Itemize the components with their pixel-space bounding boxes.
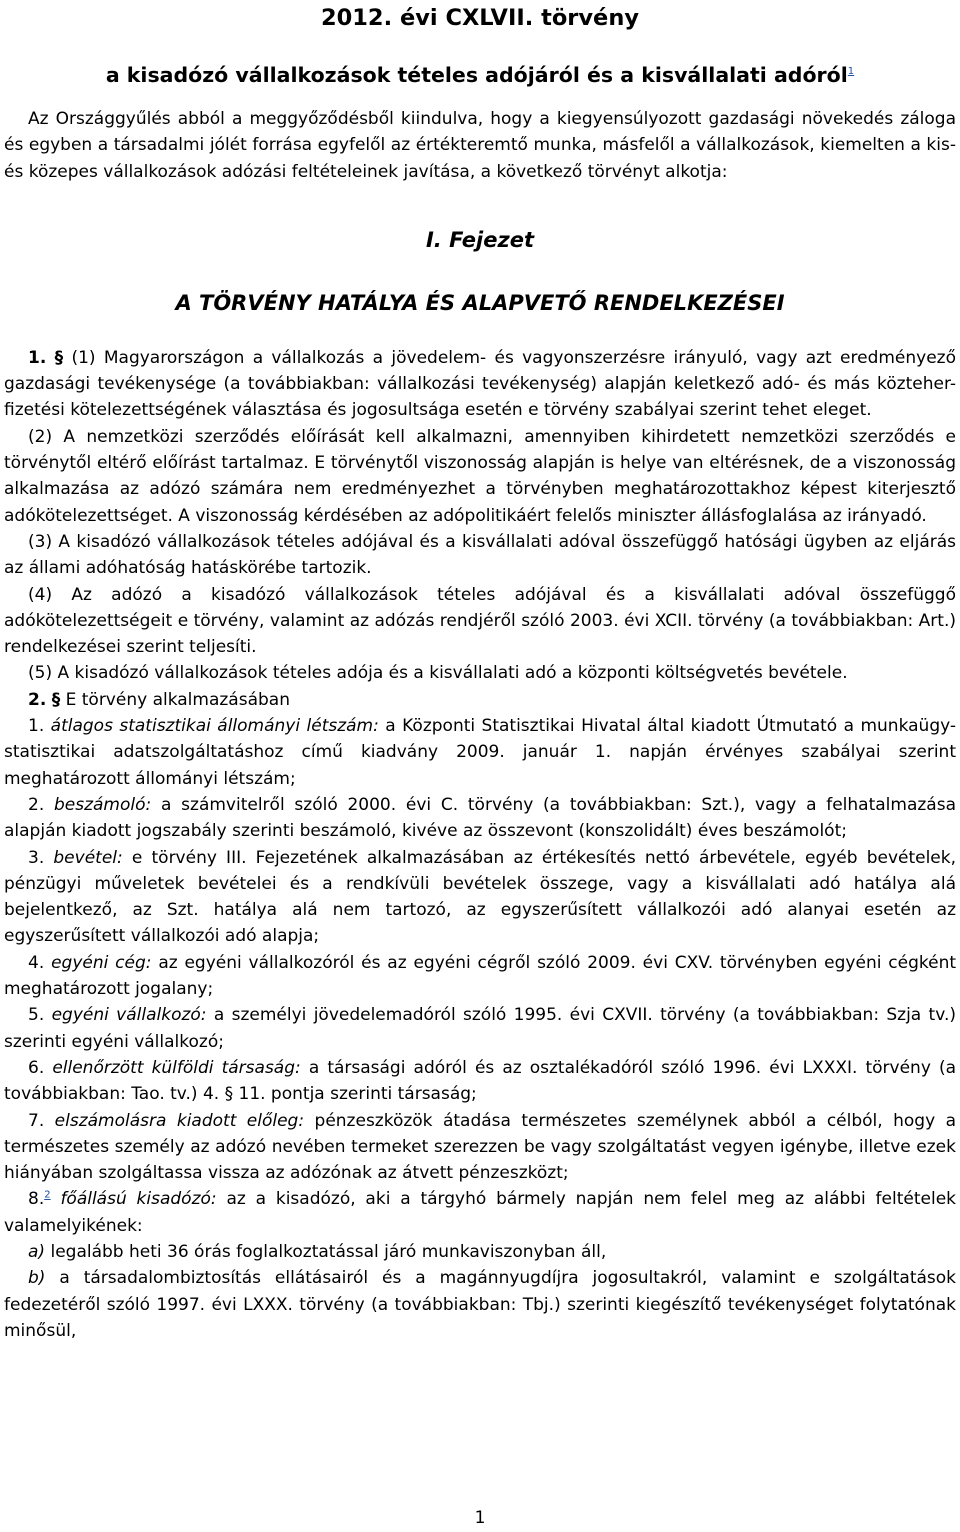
section-1-paragraph-2: (2) A nemzetközi szerződés előírását kell alkalmazni, amennyiben kihirdetett nemzetközi szerződés e törvénytől eltérő előírást tartalmaz. E törvénytől viszonosság alapján is helye van eltérésnek, de a viszonosság alkalmazása az adózó számára nem eredményezhet a törvényben meghatározottakhoz képest kiterjesztő adókötelezettséget. A viszonosság kérdésében az adópolitikáért felelős miniszter állásfoglalása az irányadó. bbox=[4, 426, 956, 526]
chapter-number: I. Fejezet bbox=[425, 227, 534, 252]
item-number: 4. bbox=[28, 952, 45, 973]
definition-text: a Központi Statisztikai Hivatal által kiadott Útmutató a munkaügy-statisztikai adatszolgáltatáshoz című kiadvány 2009. január 1. napján érvényes szabályai szerint meghatározott állományi létszám; bbox=[4, 716, 956, 789]
definition-text: a társasági adóról és az osztalékadóról szóló 1996. évi LXXXI. törvény (a továbbiakban: Tao. tv.) 4. § 11. pontja szerinti társaság; bbox=[4, 1057, 957, 1105]
footnote-link-1[interactable]: 1 bbox=[847, 66, 855, 78]
definition-item bbox=[4, 1055, 956, 1108]
definition-item bbox=[4, 713, 956, 792]
section-2-intro bbox=[4, 687, 956, 713]
sub-item bbox=[4, 1265, 956, 1344]
section-1-paragraph-1 bbox=[4, 345, 956, 424]
sub-item-letter: b) bbox=[28, 1268, 46, 1289]
defined-term: egyéni vállalkozó: bbox=[51, 1005, 207, 1026]
sub-item bbox=[4, 1239, 956, 1265]
item-number: 2. bbox=[28, 794, 45, 815]
section-1-paragraph-3: (3) A kisadózó vállalkozások tételes adójával és a kisvállalati adóval összefüggő hatósági ügyben az eljárás az állami adóhatóság hatáskörébe tartozik. bbox=[4, 531, 956, 579]
defined-term: elszámolásra kiadott előleg: bbox=[54, 1110, 305, 1131]
defined-term: egyéni cég: bbox=[51, 952, 152, 973]
footnote-link-2[interactable]: 2 bbox=[44, 1189, 51, 1201]
law-subtitle bbox=[4, 60, 956, 90]
definition-text: az a kisadózó, aki a tárgyhó bármely napján nem felel meg az alábbi feltételek valamelyikének: bbox=[4, 1189, 956, 1236]
item-number: 1. bbox=[28, 716, 45, 737]
defined-term: átlagos statisztikai állományi létszám: bbox=[50, 716, 379, 737]
definition-text: e törvény III. Fejezetének alkalmazásában az értékesítés nettó árbevétele, egyéb bevételek, pénzügyi műveletek bevételei és a rendkívüli bevételek összege, vagy a kisvállalati adó hatálya alá bejelentkező, az Szt. hatálya alá nem tartozó, az egyszerűsített vállalkozói adó alanyai esetén az egyszerűsített vállalkozói adó alapja; bbox=[4, 847, 957, 947]
section-1-p1-text: (1) Magyarországon a vállalkozás a jövedelem- és vagyonszerzésre irányuló, vagy azt eredményező gazdasági tevékenysége (a továbbiakban: vállalkozási tevékenység) alapján keletkező adó- és más közteher-fizetési kötelezettségének választása és jogosultsága esetén e törvény szabályai szerint tehet eleget. bbox=[4, 347, 957, 421]
section-sign: § bbox=[51, 689, 61, 710]
section-2-label: 2. bbox=[28, 689, 47, 710]
item-number: 7. bbox=[28, 1110, 45, 1131]
definition-item bbox=[4, 1002, 956, 1055]
sub-item-letter: a) bbox=[28, 1241, 46, 1262]
law-title: 2012. évi CXLVII. törvény bbox=[320, 5, 640, 31]
preamble: Az Országgyűlés abból a meggyőződésből kiindulva, hogy a kiegyensúlyozott gazdasági növekedés záloga és egyben a társadalmi jólét forrása egyfelől az értékteremtő munka, másfelől a vállalkozások, kiemelten a kis- és közepes vállalkozások adózási feltételeinek javítása, a következő törvényt alkotja: bbox=[4, 109, 956, 182]
definition-text: a számvitelről szóló 2000. évi C. törvény (a továbbiakban: Szt.), vagy a felhatalmazása alapján kiadott jogszabály szerinti beszámoló, kivéve az összevont (konszolidált) éves beszámolót; bbox=[4, 794, 956, 842]
definition-text: a személyi jövedelemadóról szóló 1995. évi CXVII. törvény (a továbbiakban: Szja tv.) szerinti egyéni vállalkozó; bbox=[4, 1005, 956, 1052]
item-number: 6. bbox=[28, 1057, 45, 1078]
sub-item-text: a társadalombiztosítás ellátásairól és a magánnyugdíjra jogosultakról, valamint e szolgáltatások fedezetéről szóló 1997. évi LXXX. törvény (a továbbiakban: Tbj.) szerinti kiegészítő tevékenységet folytatónak minősül, bbox=[4, 1268, 956, 1341]
defined-term: ellenőrzött külföldi társaság: bbox=[52, 1057, 301, 1078]
definition-item bbox=[4, 845, 956, 950]
sub-item-text: legalább heti 36 órás foglalkoztatással járó munkaviszonyban áll, bbox=[50, 1241, 607, 1262]
section-1-label: 1. bbox=[28, 347, 47, 368]
defined-term: bevétel: bbox=[53, 847, 123, 868]
page-number: 1 bbox=[474, 1508, 486, 1528]
law-subtitle-text: a kisadózó vállalkozások tételes adójáról és a kisvállalati adóról bbox=[105, 63, 848, 87]
section-1-paragraph-5: (5) A kisadózó vállalkozások tételes adója és a kisvállalati adó a központi költségvetés bevétele. bbox=[28, 663, 848, 684]
item-number: 3. bbox=[28, 847, 45, 868]
item-number: 5. bbox=[28, 1005, 45, 1026]
definition-text: pénzeszközök átadása természetes személynek abból a célból, hogy a természetes személy az adózó nevében termeket szerezzen be vagy szolgáltatást vegyen igénybe, illetve ezek hiányában szolgáltassa vissza az adózónak az átvett pénzeszközt; bbox=[4, 1110, 956, 1184]
defined-term: főállású kisadózó: bbox=[60, 1189, 217, 1210]
definition-text: az egyéni vállalkozóról és az egyéni cégről szóló 2009. évi CXV. törvényben egyéni cégként meghatározott jogalany; bbox=[4, 952, 957, 1000]
section-sign: § bbox=[54, 347, 64, 368]
section-2-intro-text: E törvény alkalmazásában bbox=[65, 689, 290, 710]
definition-item bbox=[4, 792, 956, 845]
definition-item bbox=[4, 1186, 956, 1239]
section-1-paragraph-4: (4) Az adózó a kisadózó vállalkozások tételes adójával és a kisvállalati adóval összefüggő adókötelezettségeit e törvény, valamint az adózás rendjéről szóló 2003. évi XCII. törvény (a továbbiakban: Art.) rendelkezései szerint teljesíti. bbox=[4, 584, 956, 658]
item-number: 8. bbox=[28, 1189, 45, 1210]
definition-item bbox=[4, 950, 956, 1003]
chapter-name: A TÖRVÉNY HATÁLYA ÉS ALAPVETŐ RENDELKEZÉSEI bbox=[175, 290, 785, 315]
definition-item bbox=[4, 1108, 956, 1187]
defined-term: beszámoló: bbox=[53, 794, 152, 815]
